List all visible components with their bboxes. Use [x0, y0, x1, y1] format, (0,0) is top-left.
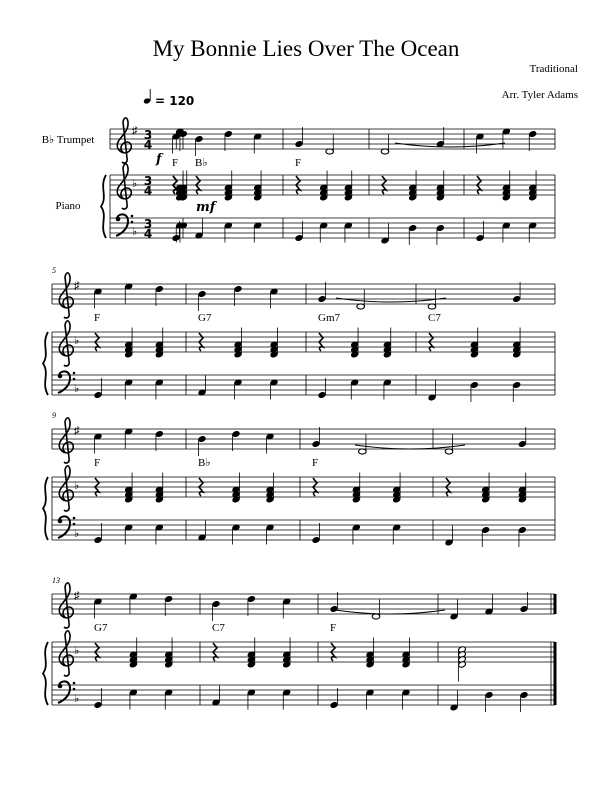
note [295, 140, 304, 147]
note [330, 701, 339, 708]
composer-credit: Traditional [529, 63, 578, 75]
piano-brace [101, 175, 106, 238]
note [155, 430, 164, 437]
chord-symbol: G7 [198, 312, 212, 324]
chord-symbol: B♭ [198, 457, 211, 469]
key-flat-icon: ♭ [74, 480, 80, 492]
note [224, 130, 233, 137]
chord-symbol: C7 [212, 622, 225, 634]
staff [52, 685, 555, 705]
chord-symbol: Gm7 [318, 312, 340, 324]
key-flat-icon: ♭ [74, 528, 80, 540]
key-flat-icon: ♭ [132, 178, 138, 190]
chord-symbol: F [172, 157, 179, 169]
treble-clef-icon [59, 418, 73, 463]
key-sharp-icon: ♯ [74, 590, 80, 602]
note [164, 595, 173, 602]
note [470, 381, 479, 388]
note [485, 691, 494, 698]
instrument-name-trumpet: B♭ Trumpet [41, 134, 95, 146]
time-signature-denominator: 4 [143, 138, 153, 152]
key-flat-icon: ♭ [74, 645, 80, 657]
note [312, 536, 321, 543]
dynamic-forte: f [156, 152, 162, 167]
note [481, 526, 490, 533]
note [295, 234, 304, 241]
chord-symbol: F [312, 457, 319, 469]
key-flat-icon: ♭ [132, 226, 138, 238]
tie [336, 298, 446, 302]
measure-number: 9 [52, 411, 56, 420]
note [520, 691, 529, 698]
note [476, 234, 485, 241]
arranger-credit: Arr. Tyler Adams [501, 89, 578, 101]
half-note [372, 614, 380, 619]
note [318, 295, 327, 302]
note [408, 224, 417, 231]
note [528, 130, 537, 137]
instrument-name-piano: Piano [55, 200, 81, 212]
note [247, 595, 256, 602]
chord-symbol: B♭ [195, 157, 208, 169]
note [436, 224, 445, 231]
half-note [445, 449, 453, 454]
note [312, 440, 321, 447]
treble-clef-icon [59, 631, 73, 676]
half-note [381, 149, 389, 154]
note [198, 290, 207, 297]
note [330, 605, 339, 612]
piano-brace [43, 477, 48, 540]
treble-clef-icon [59, 466, 73, 511]
treble-clef-icon [117, 164, 131, 209]
song-title: My Bonnie Lies Over The Ocean [152, 36, 460, 61]
note [94, 701, 103, 708]
time-signature-numerator: 3 [143, 174, 153, 188]
note [198, 435, 207, 442]
key-sharp-icon: ♯ [74, 280, 80, 292]
key-flat-icon: ♭ [74, 383, 80, 395]
quarter-note-icon [143, 89, 151, 105]
piano-brace [43, 642, 48, 705]
time-signature-numerator: 3 [143, 217, 153, 231]
note [518, 440, 527, 447]
measure-number: 13 [52, 576, 60, 585]
staff [52, 642, 555, 662]
time-signature-numerator: 3 [143, 128, 153, 142]
key-flat-icon: ♭ [74, 335, 80, 347]
dynamic-mezzo-forte: mf [196, 200, 216, 215]
chord-symbol: G7 [94, 622, 108, 634]
chord-symbol: F [330, 622, 337, 634]
half-note [428, 304, 436, 309]
note [212, 600, 221, 607]
note [94, 536, 103, 543]
half-note [359, 449, 367, 454]
key-flat-icon: ♭ [74, 693, 80, 705]
chord-symbol: C7 [428, 312, 441, 324]
note [518, 526, 527, 533]
measure-number: 5 [52, 266, 56, 275]
half-note [357, 304, 365, 309]
treble-clef-icon [59, 583, 73, 628]
staff [52, 594, 555, 614]
treble-clef-icon [59, 273, 73, 318]
note [234, 285, 243, 292]
note [94, 391, 103, 398]
time-signature-denominator: 4 [143, 227, 153, 241]
note [195, 135, 204, 142]
note [232, 430, 241, 437]
tie [335, 610, 445, 614]
time-signature-denominator: 4 [143, 184, 153, 198]
key-sharp-icon: ♯ [132, 125, 138, 137]
note [520, 605, 529, 612]
treble-clef-icon [59, 321, 73, 366]
note [512, 381, 521, 388]
treble-clef-icon [117, 118, 131, 163]
note [155, 285, 164, 292]
chord-symbol: F [94, 457, 101, 469]
piano-brace [43, 332, 48, 395]
chord-symbol: F [94, 312, 101, 324]
tie [395, 143, 505, 147]
half-note [326, 149, 334, 154]
note [512, 295, 521, 302]
tempo-marking: = 120 [155, 94, 195, 108]
key-sharp-icon: ♯ [74, 425, 80, 437]
note [318, 391, 327, 398]
chord-symbol: F [295, 157, 302, 169]
